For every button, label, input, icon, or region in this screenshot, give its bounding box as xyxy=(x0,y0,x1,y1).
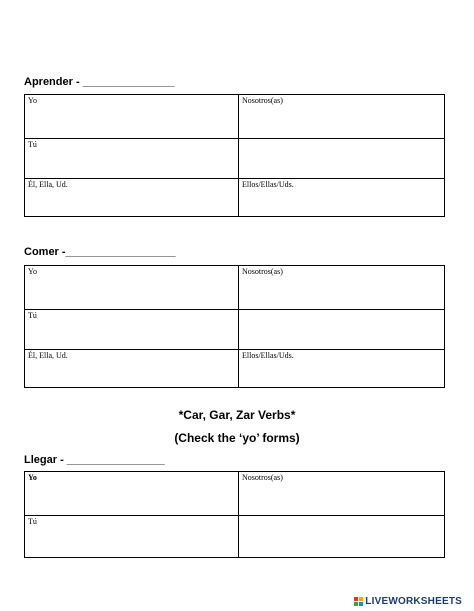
cell-nosotros[interactable]: Nosotros(as) xyxy=(239,95,445,139)
llegar-title: Llegar - ________________ xyxy=(24,454,165,466)
cell-empty[interactable] xyxy=(239,310,445,350)
cell-tu[interactable]: Tú xyxy=(25,139,239,179)
cell-yo[interactable]: Yo xyxy=(25,95,239,139)
liveworksheets-logo xyxy=(354,596,462,607)
table-row xyxy=(25,516,445,558)
cell-empty[interactable] xyxy=(239,139,445,179)
table-row xyxy=(25,472,445,516)
yo-forms-note: (Check the ‘yo’ forms) xyxy=(174,431,300,445)
logo-text: LIVEWORKSHEETS xyxy=(365,596,462,607)
table-row xyxy=(25,310,445,350)
cell-ellos-ellas-uds[interactable]: Ellos/Ellas/Uds. xyxy=(239,179,445,217)
table-row xyxy=(25,266,445,310)
cell-ellos-ellas-uds[interactable]: Ellos/Ellas/Uds. xyxy=(239,350,445,388)
table-row xyxy=(25,95,445,139)
cell-tu[interactable]: Tú xyxy=(25,516,239,558)
cell-yo[interactable]: Yo xyxy=(25,472,239,516)
cell-nosotros[interactable]: Nosotros(as) xyxy=(239,472,445,516)
cell-nosotros[interactable]: Nosotros(as) xyxy=(239,266,445,310)
comer-title: Comer -__________________ xyxy=(24,246,176,258)
comer-table xyxy=(24,265,445,388)
aprender-table xyxy=(24,94,445,217)
llegar-table xyxy=(24,471,445,558)
table-row xyxy=(25,350,445,388)
cell-tu[interactable]: Tú xyxy=(25,310,239,350)
logo-icon xyxy=(354,597,363,606)
cell-yo[interactable]: Yo xyxy=(25,266,239,310)
aprender-title: Aprender - _______________ xyxy=(24,76,175,88)
verbs-heading: *Car, Gar, Zar Verbs* xyxy=(178,408,296,422)
cell-empty[interactable] xyxy=(239,516,445,558)
table-row xyxy=(25,139,445,179)
table-row xyxy=(25,179,445,217)
cell-el-ella-ud[interactable]: Él, Ella, Ud. xyxy=(25,350,239,388)
cell-el-ella-ud[interactable]: Él, Ella, Ud. xyxy=(25,179,239,217)
